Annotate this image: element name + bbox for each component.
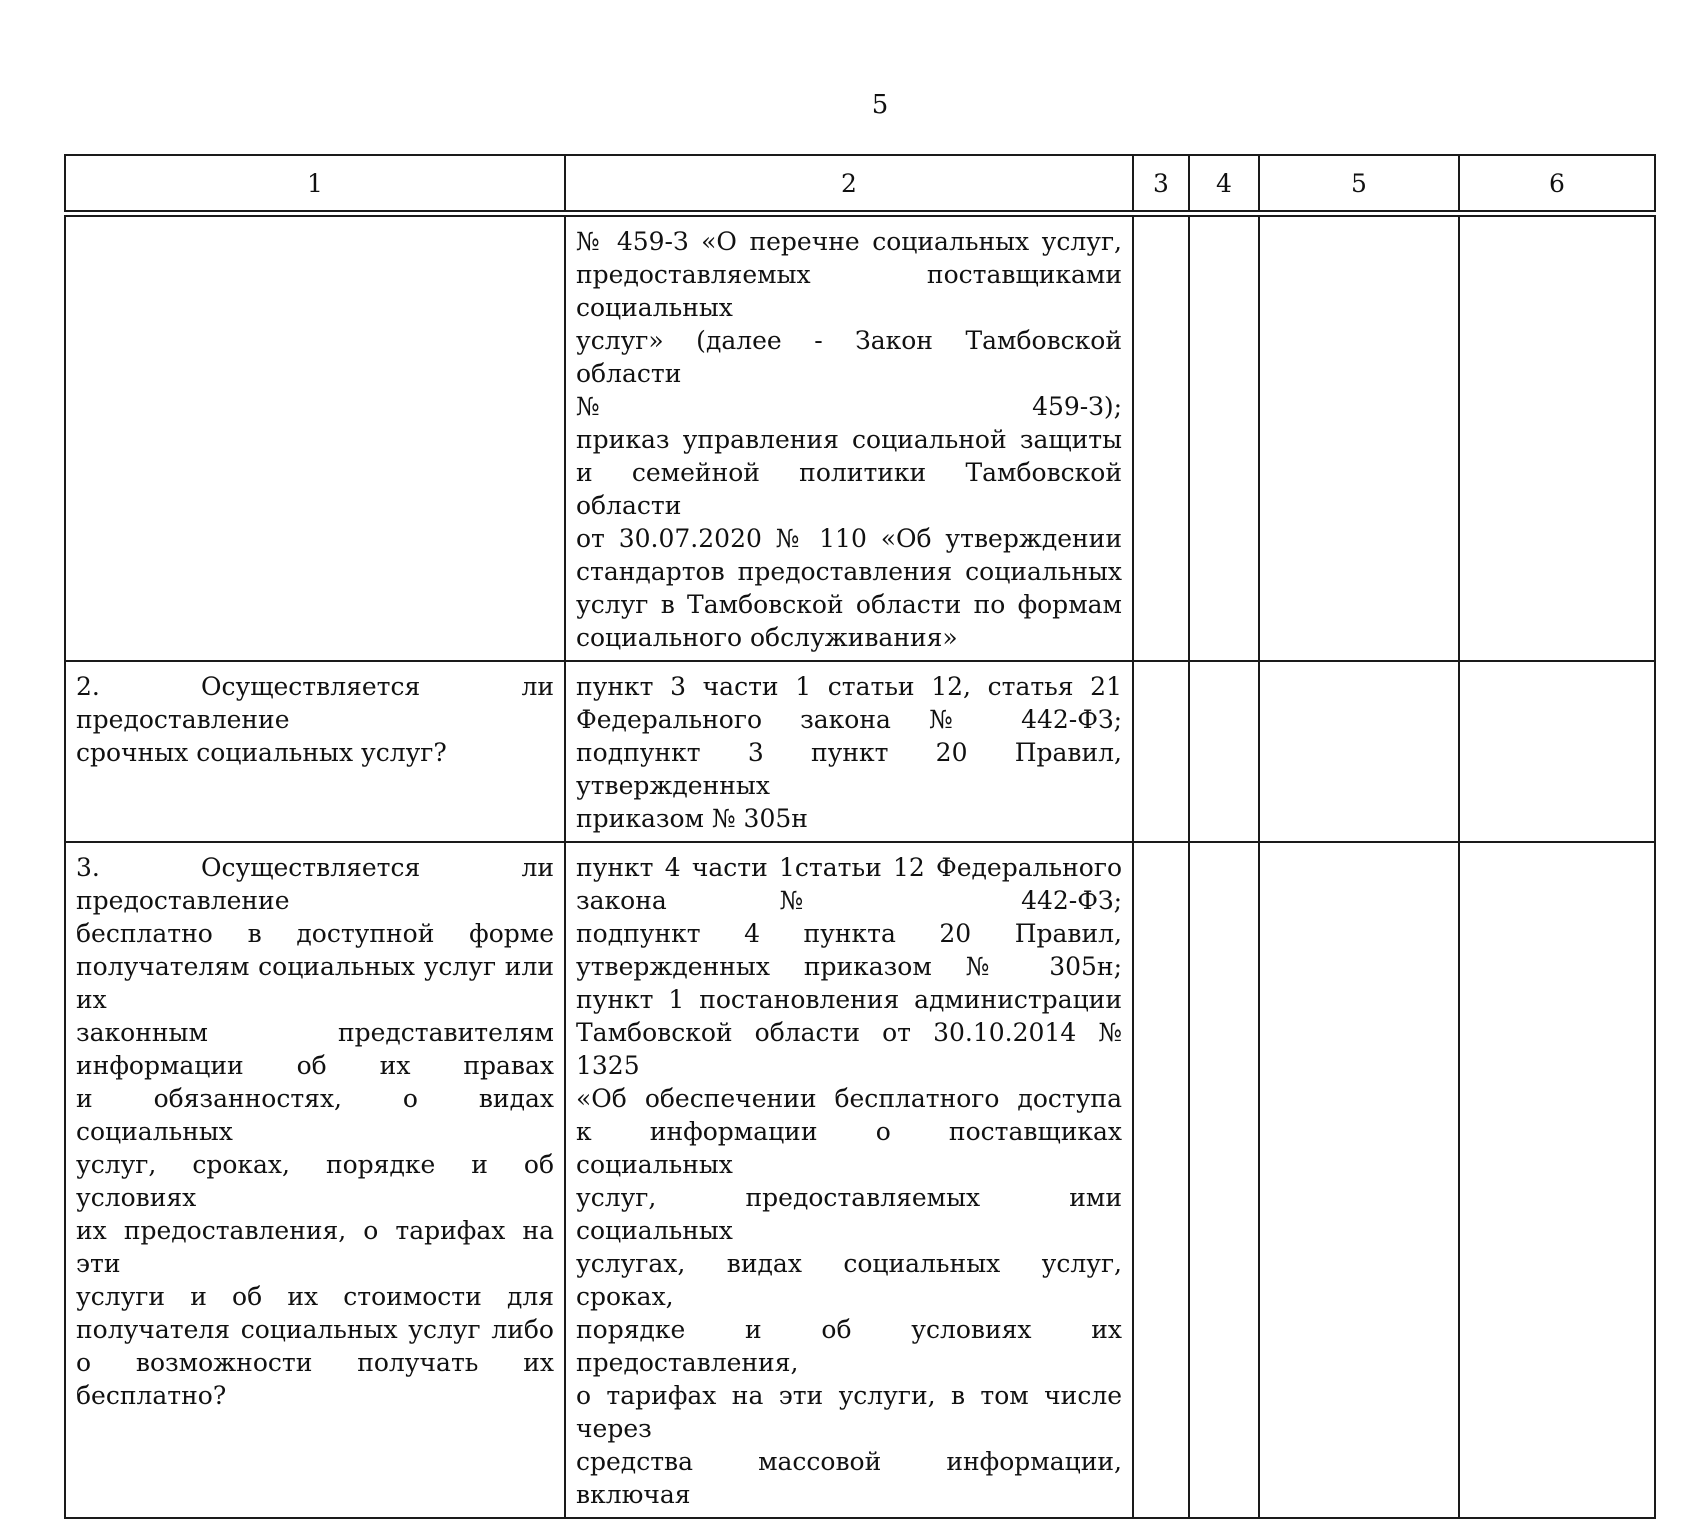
cell-text-line: услуг, предоставляемых ими социальных [576,1183,1122,1245]
cell-text-line: подпункт 3 пункт 20 Правил, утвержденных [576,738,1122,800]
cell-text-line: социального обслуживания» [576,623,958,652]
answer-cell-6 [1459,214,1655,662]
answer-cell-4 [1189,214,1259,662]
table-row [65,842,1655,1518]
cell-text-line: о тарифах на эти услуги, в том числе через [576,1381,1122,1443]
cell-text-line: и семейной политики Тамбовской области [576,458,1122,520]
cell-text-line: бесплатно в доступной форме [76,919,554,948]
header-col-3: 3 [1133,155,1189,214]
legal-basis-cell [565,214,1133,662]
header-col-1: 1 [65,155,565,214]
answer-cell-5 [1259,214,1459,662]
header-col-4: 4 [1189,155,1259,214]
cell-text-line: закона № 442-ФЗ; [576,886,1122,915]
checklist-table [64,154,1656,1519]
cell-text-line: Федерального закона № 442-ФЗ; [576,705,1122,734]
cell-text-line: стандартов предоставления социальных [576,557,1122,586]
cell-text-line: утвержденных приказом № 305н; [576,952,1122,981]
header-col-2: 2 [565,155,1133,214]
cell-text-line: законным представителям [76,1018,554,1047]
header-col-5: 5 [1259,155,1459,214]
cell-text-line: пункт 4 части 1статьи 12 Федерального [576,853,1122,882]
cell-text-line: «Об обеспечении бесплатного доступа [576,1084,1122,1113]
cell-text-line: предоставляемых поставщиками социальных [576,260,1122,322]
answer-cell-3 [1133,842,1189,1518]
cell-text-line: информации об их правах [76,1051,554,1080]
legal-basis-cell [565,661,1133,842]
table-row [65,214,1655,662]
checklist-table-wrap [64,154,1654,1519]
legal-basis-cell [565,842,1133,1518]
cell-text-line: получателя социальных услуг либо [76,1315,554,1344]
header-row [65,155,1655,214]
cell-text-line: услуг» (далее - Закон Тамбовской области [576,326,1122,388]
answer-cell-4 [1189,661,1259,842]
question-cell [65,214,565,662]
answer-cell-3 [1133,214,1189,662]
cell-text-line: подпункт 4 пункта 20 Правил, [576,919,1122,948]
cell-text-line: пункт 1 постановления администрации [576,985,1122,1014]
cell-text-line: их предоставления, о тарифах на эти [76,1216,554,1278]
cell-text-line: услуги и об их стоимости для [76,1282,554,1311]
answer-cell-3 [1133,661,1189,842]
answer-cell-5 [1259,661,1459,842]
table-row [65,661,1655,842]
answer-cell-4 [1189,842,1259,1518]
cell-text-line: и обязанностях, о видах социальных [76,1084,554,1146]
cell-text-line: № 459-З «О перечне социальных услуг, [576,227,1122,256]
cell-text-line: 2. Осуществляется ли предоставление [76,672,554,734]
cell-text-line: пункт 3 части 1 статьи 12, статья 21 [576,672,1122,701]
cell-text-line: срочных социальных услуг? [76,738,447,767]
cell-text-line: 3. Осуществляется ли предоставление [76,853,554,915]
question-cell [65,661,565,842]
question-cell [65,842,565,1518]
cell-text-line: порядке и об условиях их предоставления, [576,1315,1122,1377]
cell-text-line: приказом № 305н [576,804,808,833]
cell-text-line: услуг, сроках, порядке и об условиях [76,1150,554,1212]
cell-text-line: от 30.07.2020 № 110 «Об утверждении [576,524,1122,553]
answer-cell-5 [1259,842,1459,1518]
answer-cell-6 [1459,661,1655,842]
header-col-6: 6 [1459,155,1655,214]
cell-text-line: к информации о поставщиках социальных [576,1117,1122,1179]
cell-text-line: услугах, видах социальных услуг, сроках, [576,1249,1122,1311]
cell-text-line: получателям социальных услуг или их [76,952,554,1014]
cell-text-line: № 459-З); [576,392,1122,421]
cell-text-line: услуг в Тамбовской области по формам [576,590,1122,619]
answer-cell-6 [1459,842,1655,1518]
cell-text-line: приказ управления социальной защиты [576,425,1122,454]
cell-text-line: о возможности получать их бесплатно? [76,1348,554,1410]
cell-text-line: средства массовой информации, включая [576,1447,1122,1509]
cell-text-line: Тамбовской области от 30.10.2014 № 1325 [576,1018,1122,1080]
page-number: 5 [871,90,889,120]
